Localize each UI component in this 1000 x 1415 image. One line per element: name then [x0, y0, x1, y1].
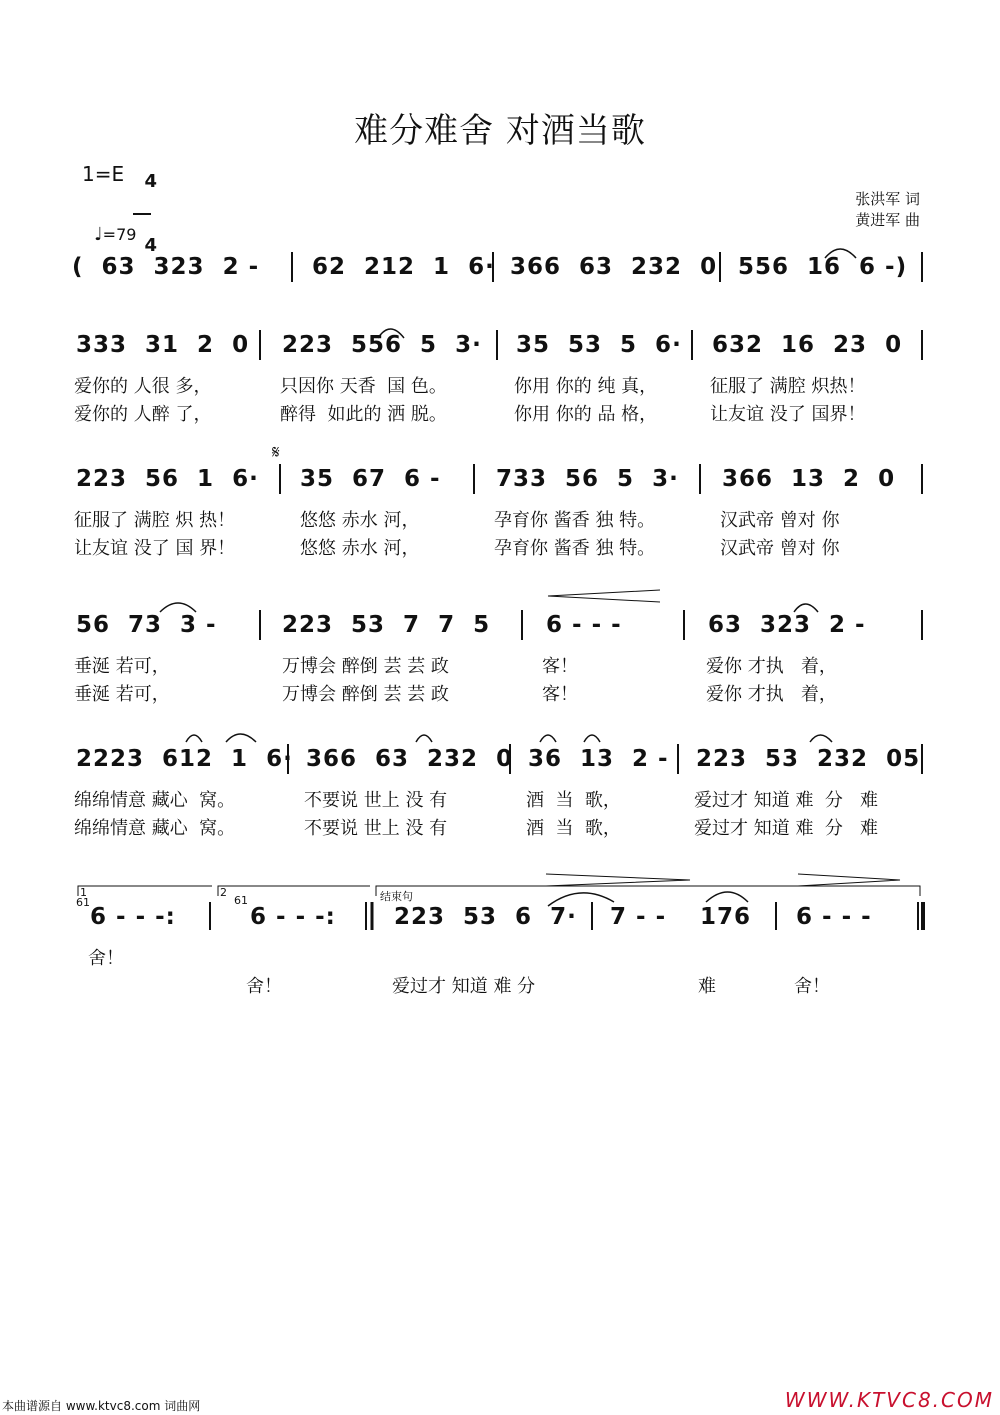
lyric-row5-v2-m4: 爱过才 知道 难 分 难	[694, 818, 879, 839]
lyric-row3-v2-m1: 让友谊 没了 国 界！	[74, 538, 236, 559]
lyric-row6-v2-m2: 舍！	[246, 976, 282, 997]
quarter-note-icon: ♩	[94, 224, 103, 245]
footer-site-logo: WWW.KTVC8.COM	[784, 1388, 994, 1412]
page-title: 难分难舍 对酒当歌	[354, 111, 646, 151]
notes-row4-m2: 223 53 7 7 5	[282, 612, 491, 638]
lyric-row5-v2-m2: 不要说 世上 没 有	[304, 818, 448, 839]
notes-row5-m2: 366 63 232 0	[306, 746, 514, 772]
notes-row1-m2: 62 212 1 6·	[312, 254, 495, 280]
lyric-row5-v2-m3: 酒 当 歌，	[526, 818, 621, 839]
notes-row1-m3: 366 63 232 0	[510, 254, 718, 280]
lyric-row5-v1-m2: 不要说 世上 没 有	[304, 790, 448, 811]
lyric-row3-v2-m4: 汉武帝 曾对 你	[720, 538, 840, 559]
notes-row4-m3: 6 - - -	[546, 612, 622, 638]
lyric-row6-v2-m5: 舍！	[794, 976, 830, 997]
lyric-row5-v2-m1: 绵绵情意 藏心 窝。	[74, 818, 236, 839]
lyric-row2-v2-m1: 爱你的 人醉 了，	[74, 404, 212, 425]
notes-row6-m1: 6 - - -:	[90, 904, 176, 930]
notes-row5-m1: 2223 612 1 6·	[76, 746, 293, 772]
lyric-row3-v1-m4: 汉武帝 曾对 你	[720, 510, 840, 531]
lyricist-credit: 张洪军 词	[855, 190, 920, 208]
notes-row6-m5: 6 - - -	[796, 904, 872, 930]
volta-1-label: 1	[80, 886, 87, 899]
lyric-row4-v1-m1: 垂涎 若可，	[74, 656, 170, 677]
grace-notes-1: 61	[76, 896, 90, 909]
notes-row5-m4: 223 53 232 05	[696, 746, 921, 772]
notes-row3-m4: 366 13 2 0	[722, 466, 896, 492]
notes-row4-m4: 63 323 2 -	[708, 612, 866, 638]
notes-row2-m4: 632 16 23 0	[712, 332, 903, 358]
lyric-row2-v1-m4: 征服了 满腔 炽热！	[710, 376, 866, 397]
notes-row3-m2: 35 67 6 -	[300, 466, 441, 492]
lyric-row2-v1-m1: 爱你的 人很 多，	[74, 376, 212, 397]
lyric-row3-v1-m2: 悠悠 赤水 河，	[300, 510, 420, 531]
lyric-row2-v2-m3: 你用 你的 品 格，	[514, 404, 658, 425]
segno-sign: 𝄋	[272, 442, 280, 463]
lyric-row2-v1-m2: 只因你 天香 国 色。	[280, 376, 447, 397]
lyric-row6-v2-m4: 难	[698, 976, 716, 997]
lyric-row5-v1-m1: 绵绵情意 藏心 窝。	[74, 790, 236, 811]
lyric-row3-v2-m2: 悠悠 赤水 河，	[300, 538, 420, 559]
key-signature: 1=E	[82, 162, 125, 186]
time-signature-bottom: 4	[144, 235, 158, 256]
notes-row6-m4b: 176	[700, 904, 752, 930]
notes-row3-m3: 733 56 5 3·	[496, 466, 679, 492]
lyric-row5-v1-m4: 爱过才 知道 难 分 难	[694, 790, 879, 811]
ending-label: 结束句	[380, 890, 413, 903]
grace-notes-2: 61	[234, 894, 248, 907]
lyric-row2-v2-m2: 醉得 如此的 洒 脱。	[280, 404, 447, 425]
lyric-row4-v1-m4: 爱你 才执 着，	[706, 656, 837, 677]
notes-row2-m3: 35 53 5 6·	[516, 332, 682, 358]
notes-row6-m4: 7 - -	[610, 904, 667, 930]
notes-row4-m1: 56 73 3 -	[76, 612, 217, 638]
notes-row6-m2: 6 - - -:	[250, 904, 336, 930]
notes-row2-m1: 333 31 2 0	[76, 332, 250, 358]
lyric-row3-v1-m1: 征服了 满腔 炽 热！	[74, 510, 236, 531]
notes-row1-m4: 556 16 6 -)	[738, 254, 908, 280]
volta-2-label: 2	[220, 886, 227, 899]
footer-source-text: 本曲谱源自 www.ktvc8.com 词曲网	[2, 1399, 201, 1413]
notes-row1-m1: ( 63 323 2 -	[72, 254, 260, 280]
lyric-row4-v1-m2: 万博会 醉倒 芸 芸 政	[282, 656, 449, 677]
time-signature-top: 4	[144, 171, 158, 192]
notes-row6-m3: 223 53 6 7·	[394, 904, 577, 930]
lyric-row3-v1-m3: 孕育你 酱香 独 特。	[494, 510, 656, 531]
lyric-row4-v2-m1: 垂涎 若可，	[74, 684, 170, 705]
lyric-row2-v1-m3: 你用 你的 纯 真，	[514, 376, 658, 397]
notes-row3-m1: 223 56 1 6·	[76, 466, 259, 492]
lyric-row4-v2-m2: 万博会 醉倒 芸 芸 政	[282, 684, 449, 705]
lyric-row4-v2-m3: 客！	[542, 684, 578, 705]
composer-credit: 黄进军 曲	[855, 211, 920, 229]
lyric-row2-v2-m4: 让友谊 没了 国界！	[710, 404, 866, 425]
lyric-row4-v2-m4: 爱你 才执 着，	[706, 684, 837, 705]
lyric-row5-v1-m3: 酒 当 歌，	[526, 790, 621, 811]
tempo-value: =79	[102, 225, 137, 244]
notes-row5-m3: 36 13 2 -	[528, 746, 669, 772]
lyric-row6-v1-m1: 舍！	[88, 948, 124, 969]
lyric-row4-v1-m3: 客！	[542, 656, 578, 677]
notes-row2-m2: 223 556 5 3·	[282, 332, 482, 358]
lyric-row6-v2-m3: 爱过才 知道 难 分	[392, 976, 536, 997]
lyric-row3-v2-m3: 孕育你 酱香 独 特。	[494, 538, 656, 559]
